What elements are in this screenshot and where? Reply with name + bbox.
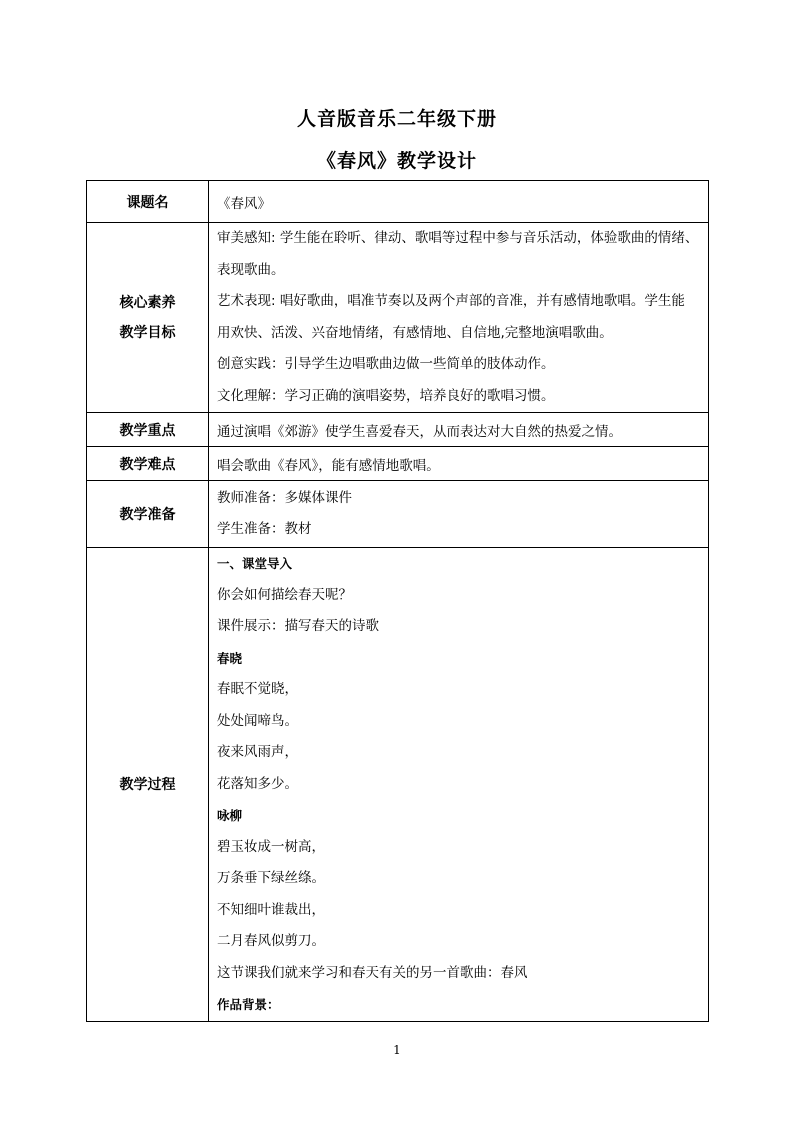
topic-label: 课题名 [87,181,209,223]
topic-value: 《春风》 [209,181,709,223]
preparation-line: 教师准备：多媒体课件 [217,489,352,506]
process-content [209,548,709,1022]
goals-label-line-1: 核心素养 [119,294,176,311]
poem-line: 万条垂下绿丝绦。 [217,870,325,886]
poem-line: 处处闻啼鸟。 [217,712,298,729]
difficulty-value: 唱会歌曲《春风》，能有感情地歌唱。 [209,447,709,481]
poem-line: 春眠不觉晓， [217,681,298,697]
key-point-label: 教学重点 [87,413,209,447]
poem-line: 夜来风雨声， [217,744,298,760]
document-subtitle: 《春风》教学设计 [316,150,477,172]
row-process [87,548,709,1022]
row-preparation [87,481,709,548]
goal-line: 表现歌曲。 [217,261,285,278]
poem-line: 花落知多少。 [217,775,298,792]
goal-line: 审美感知: 学生能在聆听、律动、歌唱等过程中参与音乐活动，体验歌曲的情绪、 [217,230,699,246]
poem-line: 碧玉妆成一树高， [217,838,325,855]
poem-title: 春晓 [217,650,243,666]
row-goals [87,223,709,413]
preparation-label: 教学准备 [87,481,209,548]
row-difficulty [87,447,709,481]
lesson-plan-table [86,180,709,1022]
process-heading: 一、课堂导入 [217,556,293,571]
goal-line: 文化理解：学习正确的演唱姿势，培养良好的歌唱习惯。 [217,387,555,404]
poem-line: 二月春风似剪刀。 [217,933,325,949]
row-key-point [87,413,709,447]
goal-line: 用欢快、活泼、兴奋地情绪，有感情地、自信地,完整地演唱歌曲。 [217,324,613,341]
page-number: 1 [393,1043,401,1057]
row-topic [87,181,709,223]
goals-label-line-2: 教学目标 [119,324,176,341]
preparation-line: 学生准备：教材 [217,521,312,537]
process-line: 这节课我们就来学习和春天有关的另一首歌曲：春风 [217,964,528,981]
goals-label [87,223,209,413]
document-title: 人音版音乐二年级下册 [296,108,497,130]
goals-content [209,223,709,413]
process-line: 课件展示：描写春天的诗歌 [217,618,379,634]
process-heading: 作品背景： [217,997,280,1012]
key-point-value: 通过演唱《郊游》使学生喜爱春天，从而表达对大自然的热爱之情。 [209,413,709,447]
process-line: 你会如何描绘春天呢？ [217,586,352,603]
difficulty-label: 教学难点 [87,447,209,481]
poem-line: 不知细叶谁裁出， [217,901,325,918]
poem-title: 咏柳 [217,808,243,823]
goal-line: 创意实践：引导学生边唱歌曲边做一些简单的肢体动作。 [217,356,555,372]
preparation-content [209,481,709,548]
goal-line: 艺术表现: 唱好歌曲，唱准节奏以及两个声部的音准，并有感情地歌唱。学生能 [217,293,685,309]
process-label: 教学过程 [87,548,209,1022]
